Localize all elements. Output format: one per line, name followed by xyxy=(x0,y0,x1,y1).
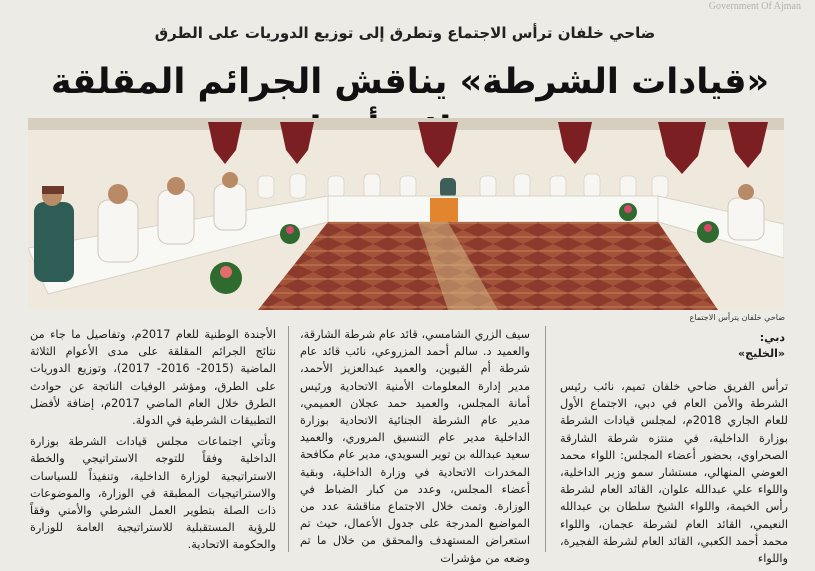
masthead-text: Government Of Ajman xyxy=(708,1,801,12)
column-divider xyxy=(545,326,546,552)
article-kicker: ضاحي خلفان ترأس الاجتماع وتطرق إلى توزيع الدوريات على الطرق xyxy=(154,24,656,42)
article-paragraph: ترأس الفريق ضاحي خلفان تميم، نائب رئيس الشرطة والأمن العام في دبي، الاجتماع الأول للعام الجاري 2018م، لمجلس قيادات الشرطة بوزارة الداخلية، في منتزه شرطة الشارقة الصحراوي، بحضور أعضاء المجلس: اللواء محمد العوضي المنهالي، مستشار سمو وزير الداخلية، واللواء علي عبدالله علوان، القائد العام لشرطة رأس الخيمة، واللواء الشيخ سلطان بن عبدالله النعيمي، القائد العام لشرطة عجمان، واللواء محمد أحمد الكعبي، القائد العام لشرطة الفجيرة، واللواء xyxy=(560,380,788,566)
article-paragraph: سيف الزري الشامسي، قائد عام شرطة الشارقة، والعميد د. سالم أحمد المزروعي، نائب قائد عام شرطة أم القيوين، والعميد عبدالعزيز الأحمد، مدير إدارة المعلومات الأمنية الاتحادية ورئيس أمانة المجلس، والعميد حمد عجلان العميمي، مدير عام الشرطة الجنائية الاتحادية بوزارة الداخلية مدير عام التنسيق المروري، والعميد سعيد عبدالله بن توير السويدي، مدير عام مكافحة المخدرات الاتحادية في وزارة الداخلية، وبقية أعضاء المجلس، وعدد من كبار الضباط في الوزارة. وتمت خلال الاجتماع مناقشة عدد من المواضيع المدرجة على جدول الأعمال، حيث تم استعراض المستهدف والمحقق من خلال ما تم وضعه من مؤشرات xyxy=(300,328,530,565)
article-paragraph: وتأتي اجتماعات مجلس قيادات الشرطة بوزارة الداخلية وفقاً للتوجه الاستراتيجي والخطة الاستراتيجية لوزارة الداخلية، وتنفيذاً للسياسات والاستراتيجيات المطبقة في الوزارة، والموضوعات ذات الصلة بتطوير العمل الشرطي والأمني وفقاً للرؤية المستقبلية للاستراتيجية العامة للوزارة والحكومة الاتحادية. xyxy=(30,435,276,552)
meeting-photo-illustration xyxy=(28,118,784,310)
article-paragraph: الأجندة الوطنية للعام 2017م، وتفاصيل ما جاء من نتائج الجرائم المقلقة على مدى الأعوام الثلاثة الماضية (2015- 2016- 2017)، وتوزيع الدوريات على الطرق، ومؤشر الوفيات الناتجة عن حوادث الطرق خلال العام الماضي 2017م، إضافة لأفضل التطبيقات الشرطية في الدولة. xyxy=(30,328,276,428)
photo-caption: ضاحي خلفان يترأس الاجتماع xyxy=(689,313,785,322)
article-column-2 xyxy=(300,326,530,571)
dateline-source: «الخليج» xyxy=(738,347,785,360)
article-dateline xyxy=(625,330,785,362)
article-column-1 xyxy=(560,378,788,571)
meeting-photo xyxy=(28,118,784,310)
article-headline: «قيادات الشرطة» يناقش الجرائم المقلقة xyxy=(50,62,770,102)
dateline-city: دبي: xyxy=(759,331,785,344)
column-divider xyxy=(288,326,289,552)
article-column-3 xyxy=(30,326,276,558)
